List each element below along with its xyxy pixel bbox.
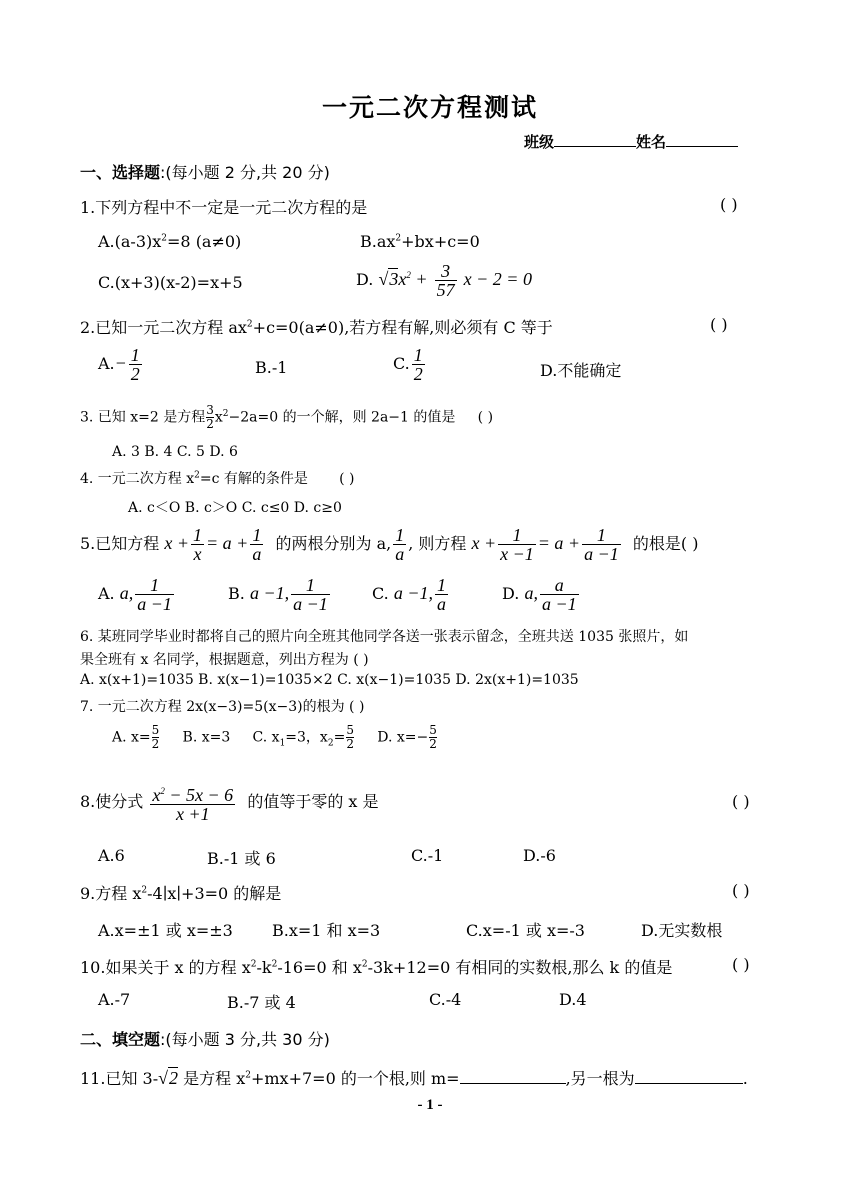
question-9-stem: 9.方程 $x^2-4∣x∣+3=0$ 的解是 — [80, 884, 282, 903]
q8-option-a: A.6 — [98, 846, 125, 865]
q3-options: A. 3 B. 4 C. 5 D. 6 — [112, 444, 238, 460]
class-label: 班级 — [524, 133, 555, 151]
q5-option-b: B. a −1, $\frac{1}{a -1}$ — [228, 575, 328, 614]
q4-options: A. c＜O B. c＞O C. c≤0 D. c≥0 — [128, 500, 342, 516]
class-blank[interactable] — [554, 131, 636, 147]
question-1-stem: 1.下列方程中不一定是一元二次方程的是 — [80, 198, 368, 217]
q2-option-a: A.− $\frac{1}{2}$ — [98, 345, 140, 384]
q9-option-c: C.x=-1 或 x=-3 — [466, 921, 585, 940]
q1-option-c: C.(x+3)(x-2)=x+5 — [98, 273, 243, 292]
q5-option-c: C. a −1, $\frac{1}{a}$ — [372, 575, 447, 614]
q10-option-b: B.-7 或 4 — [227, 993, 296, 1012]
answer-paren[interactable]: ( ) — [732, 955, 750, 974]
q2-option-c: C. $\frac{1}{2}$ — [393, 345, 423, 384]
q1-option-d: D. $√3x^2$ + $\frac{3}{57}$ x − 2 = 0 — [356, 261, 532, 300]
question-3-stem: 3. 已知 x=2 是方程 $\frac{3}{2}x^2-2a=0$ 的一个解，则 2a−1 的值是 ( ) — [80, 403, 494, 431]
q9-option-b: B.x=1 和 x=3 — [272, 921, 381, 940]
q6-options: A. x(x+1)=1035 B. x(x−1)=1035×2 C. x(x−1)=1035 D. 2x(x+1)=1035 — [80, 672, 579, 688]
q10-option-d: D.4 — [559, 990, 587, 1009]
q8-option-b: B.-1 或 6 — [207, 849, 276, 868]
q8-option-d: D.-6 — [523, 846, 556, 865]
section-choice-heading: 一、选择题:(每小题 2 分,共 20 分) — [80, 163, 330, 182]
q5-option-a: A. a, $\frac{1}{a -1}$ — [98, 575, 172, 614]
section-fill-heading: 二、填空题:(每小题 3 分,共 30 分) — [80, 1030, 330, 1049]
question-6-line-1: 6. 某班同学毕业时都将自己的照片向全班其他同学各送一张表示留念，全班共送 1035 张照片，如 — [80, 629, 689, 645]
q10-option-a: A.-7 — [98, 990, 131, 1009]
q11-blank-m[interactable] — [460, 1068, 566, 1084]
q10-option-c: C.-4 — [429, 990, 462, 1009]
q2-option-d: D.不能确定 — [540, 361, 622, 380]
q9-option-a: A.x=±1 或 x=±3 — [98, 921, 233, 940]
q1-option-b: $B.ax^2+bx+c=0$ — [360, 232, 480, 251]
question-6-line-2: 果全班有 x 名同学，根据题意，列出方程为 ( ) — [80, 652, 369, 668]
q5-option-d: D. a, $\frac{a}{a -1}$ — [502, 575, 577, 614]
q11-blank-root[interactable] — [635, 1068, 743, 1084]
student-info — [524, 131, 738, 152]
page-number: - 1 - — [417, 1097, 443, 1113]
name-blank[interactable] — [666, 131, 738, 147]
question-4-stem: 4. 一元二次方程 $x^2=c$ 有解的条件是 ( ) — [80, 470, 355, 487]
answer-paren[interactable]: ( ) — [710, 315, 728, 334]
answer-paren[interactable]: ( ) — [732, 792, 750, 811]
q9-option-d: D.无实数根 — [641, 921, 723, 940]
question-7-stem: 7. 一元二次方程 2x(x−3)=5(x−3)的根为 ( ) — [80, 699, 365, 715]
question-2-stem: 2.已知一元二次方程 $ax^2+c=0(a\ne 0)$,若方程有解,则必须有 C 等于 — [80, 318, 553, 337]
page-title: 一元二次方程测试 — [321, 93, 538, 122]
q7-options: A. x= $\frac{5}{2}$ B. x=3 C. $x_1=3$，$x_2=$ $\frac{5}{2}$ D. x=− $\frac{5}{2}$ — [112, 723, 437, 751]
answer-paren[interactable]: ( ) — [720, 195, 738, 214]
question-11-stem: 11.已知 3-√2 是方程 $x^2+mx+7=0$ 的一个根,则 m= ,另一根为 . — [80, 1068, 748, 1088]
q8-option-c: C.-1 — [411, 846, 444, 865]
question-8-stem: 8.使分式 $\frac{x^2 - 5x - 6}{x +1}$ 的值等于零的 x 是 — [80, 782, 379, 823]
q1-option-a: $A.(a-3)x^2=8$ (a≠0) — [98, 232, 242, 251]
question-5-stem: 5.已知方程 x + $\frac{1}{x}$ = a + $\frac{1}{a}$ 的两根分别为 a, $\frac{1}{a}$ , 则方程 x + $\frac{1}{x -1}$ = a + $\frac{1}{a -1}$ 的根是( ) — [80, 525, 699, 564]
answer-paren[interactable]: ( ) — [732, 881, 750, 900]
question-10-stem: 10.如果关于 x 的方程 $x^2-k^2-16=0$ 和 $x^2-3k+12=0$ 有相同的实数根,那么 k 的值是 — [80, 958, 673, 977]
name-label: 姓名 — [636, 133, 667, 151]
q2-option-b: B.-1 — [255, 358, 288, 377]
